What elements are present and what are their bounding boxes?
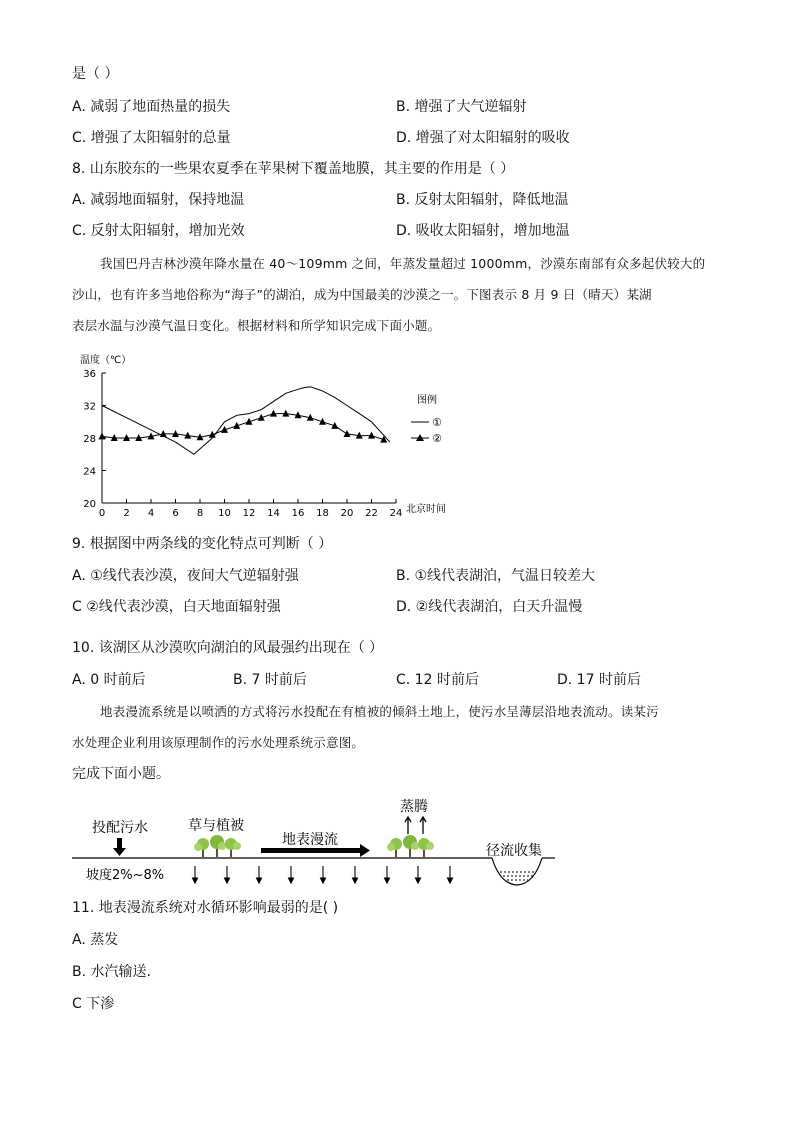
flow-label: 地表漫流	[282, 832, 338, 848]
sewage-arrow-icon	[113, 838, 126, 856]
series-2-point	[344, 430, 351, 437]
q9-option-a: A. ①线代表沙漠，夜间大气逆辐射强	[72, 568, 299, 584]
q11-option-a: A. 蒸发	[72, 932, 119, 948]
material2-line1: 地表漫流系统是以喷洒的方式将污水投配在有植被的倾斜土地上，使污水呈薄层沿地表流动。读某污	[100, 704, 659, 719]
q9-option-c: C ②线代表沙漠，白天地面辐射强	[72, 599, 281, 615]
material1-line1: 我国巴丹吉林沙漠年降水量在 40～109mm 之间，年蒸发量超过 1000mm，沙漠东南部有众多起伏较大的	[100, 256, 706, 271]
q7-option-d: D. 增强了对太阳辐射的吸收	[396, 130, 570, 146]
q11-stem: 11. 地表漫流系统对水循环影响最弱的是( )	[72, 900, 339, 916]
q7-option-a: A. 减弱了地面热量的损失	[72, 99, 231, 115]
q11-option-b: B. 水汽输送.	[72, 964, 151, 980]
q10-option-d: D. 17 时前后	[557, 672, 641, 688]
q7-option-c: C. 增强了太阳辐射的总量	[72, 130, 231, 146]
legend-label-2: ②	[432, 432, 442, 445]
legend-title: 图例	[417, 395, 437, 406]
chart-y-tick-label: 20	[83, 499, 96, 510]
temperature-chart	[0, 340, 794, 530]
chart-x-tick-label: 22	[365, 508, 378, 519]
q10-option-b: B. 7 时前后	[233, 672, 307, 688]
chart-x-tick-label: 6	[172, 508, 179, 519]
evaporation-label: 蒸腾	[400, 799, 428, 815]
chart-x-tick-label: 4	[147, 508, 155, 519]
chart-x-axis-label: 北京时间	[406, 504, 446, 515]
q11-option-c: C 下渗	[72, 996, 115, 1012]
q8-stem: 8. 山东胶东的一些果农夏季在苹果树下覆盖地膜，其主要的作用是（ ）	[72, 161, 515, 177]
material1-line3: 表层水温与沙漠气温日变化。根据材料和所学知识完成下面小题。	[72, 318, 441, 333]
chart-x-tick-label: 18	[316, 508, 329, 519]
chart-y-tick-label: 36	[83, 369, 96, 380]
chart-x-tick-label: 10	[218, 508, 231, 519]
q10-stem: 10. 该湖区从沙漠吹向湖泊的风最强约出现在（ ）	[72, 640, 384, 656]
vegetation-icon	[387, 835, 434, 857]
q8-option-a: A. 减弱地面辐射，保持地温	[72, 192, 245, 208]
vegetation-icon	[194, 835, 241, 857]
q7-option-b: B. 增强了大气逆辐射	[396, 99, 527, 115]
evaporation-arrow-icon	[405, 817, 426, 834]
series-2-point	[99, 432, 106, 439]
material1-line2: 沙山，也有许多当地俗称为“海子”的湖泊，成为中国最美的沙漠之一。下图表示 8 月 9 日（晴天）某湖	[72, 287, 652, 302]
chart-x-tick-label: 14	[267, 508, 280, 519]
q7-stem-tail: 是（ ）	[72, 66, 119, 82]
chart-y-tick-label: 24	[83, 466, 96, 478]
chart-x-tick-label: 24	[389, 508, 403, 519]
chart-x-tick-label: 16	[291, 508, 305, 519]
chart-x-tick-label: 20	[340, 508, 354, 519]
chart-x-tick-label: 12	[242, 508, 256, 519]
q8-option-c: C. 反射太阳辐射，增加光效	[72, 223, 245, 239]
chart-x-tick-label: 0	[98, 508, 106, 519]
legend-label-1: ①	[432, 416, 442, 429]
runoff-label: 径流收集	[486, 843, 542, 859]
runoff-basin-icon	[492, 858, 542, 885]
sewage-label: 投配污水	[92, 820, 148, 836]
q10-option-a: A. 0 时前后	[72, 672, 146, 688]
q8-option-d: D. 吸收太阳辐射，增加地温	[396, 223, 570, 239]
vegetation-label: 草与植被	[188, 818, 244, 834]
q9-option-b: B. ①线代表湖泊，气温日较差大	[396, 568, 596, 584]
q9-option-d: D. ②线代表湖泊，白天升温慢	[396, 599, 583, 615]
chart-x-tick-label: 8	[196, 508, 204, 519]
material2-line3: 完成下面小题。	[72, 766, 170, 782]
q9-stem: 9. 根据图中两条线的变化特点可判断（ ）	[72, 536, 333, 552]
chart-y-tick-label: 32	[83, 401, 96, 413]
chart-y-axis-label: 温度（℃）	[80, 355, 132, 366]
series-line-1	[102, 387, 390, 455]
chart-x-tick-label: 2	[123, 508, 130, 519]
slope-label: 坡度2%~8%	[86, 868, 165, 883]
q10-option-c: C. 12 时前后	[396, 672, 479, 688]
chart-y-tick-label: 28	[83, 434, 96, 445]
material2-line2: 水处理企业利用该原理制作的污水处理系统示意图。	[72, 735, 365, 750]
overland-flow-diagram	[0, 790, 794, 890]
series-2-point	[368, 432, 375, 439]
q8-option-b: B. 反射太阳辐射，降低地温	[396, 192, 569, 208]
infiltration-arrows-icon	[193, 866, 453, 883]
